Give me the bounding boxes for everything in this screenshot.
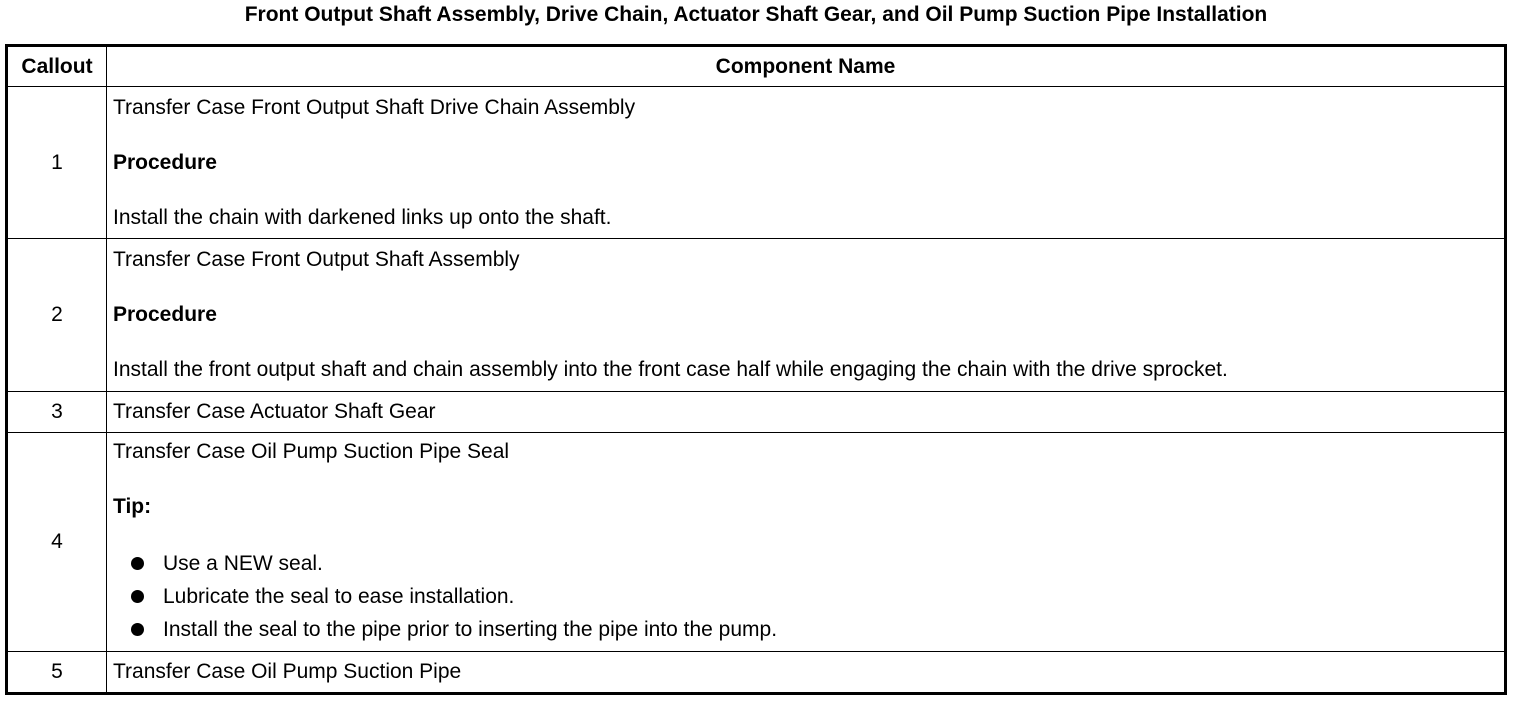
callout-number: 4 xyxy=(7,432,107,651)
callout-table xyxy=(5,44,1507,695)
table-row xyxy=(7,239,1506,391)
callout-number: 2 xyxy=(7,239,107,391)
bullet-item xyxy=(131,613,1498,646)
component-name: Transfer Case Front Output Shaft Assembly xyxy=(113,247,520,271)
table-row xyxy=(7,87,1506,239)
component-name: Transfer Case Oil Pump Suction Pipe xyxy=(113,659,462,683)
component-cell xyxy=(107,391,1506,432)
callout-number: 3 xyxy=(7,391,107,432)
component-name: Transfer Case Front Output Shaft Drive Chain Assembly xyxy=(113,95,636,119)
component-cell xyxy=(107,651,1506,693)
page-title: Front Output Shaft Assembly, Drive Chain, Actuator Shaft Gear, and Oil Pump Suction Pipe Installation xyxy=(244,3,1268,26)
component-cell xyxy=(107,87,1506,239)
bullet-text: Use a NEW seal. xyxy=(163,552,323,576)
callout-number: 1 xyxy=(7,87,107,239)
tip-heading: Tip: xyxy=(113,495,152,519)
table-row xyxy=(7,651,1506,693)
component-name: Transfer Case Actuator Shaft Gear xyxy=(113,399,436,423)
component-cell xyxy=(107,432,1506,651)
bullet-dot-icon xyxy=(131,623,144,636)
procedure-text: Install the chain with darkened links up onto the shaft. xyxy=(113,205,612,229)
bullet-item xyxy=(131,580,1498,613)
procedure-heading: Procedure xyxy=(113,150,217,174)
bullet-text: Install the seal to the pipe prior to inserting the pipe into the pump. xyxy=(163,618,778,642)
procedure-text: Install the front output shaft and chain assembly into the front case half while engaging the chain with the drive sprocket. xyxy=(113,357,1228,381)
tip-bullet-list xyxy=(113,547,1498,646)
table-row xyxy=(7,391,1506,432)
table-header-row xyxy=(7,46,1506,87)
bullet-dot-icon xyxy=(131,557,144,570)
bullet-dot-icon xyxy=(131,590,144,603)
component-cell xyxy=(107,239,1506,391)
bullet-item xyxy=(131,547,1498,580)
callout-column-header: Callout xyxy=(7,46,107,87)
table-row xyxy=(7,432,1506,651)
bullet-text: Lubricate the seal to ease installation. xyxy=(163,585,515,609)
component-name-column-header: Component Name xyxy=(107,46,1506,87)
component-name: Transfer Case Oil Pump Suction Pipe Seal xyxy=(113,440,510,464)
procedure-heading: Procedure xyxy=(113,302,217,326)
callout-number: 5 xyxy=(7,651,107,693)
